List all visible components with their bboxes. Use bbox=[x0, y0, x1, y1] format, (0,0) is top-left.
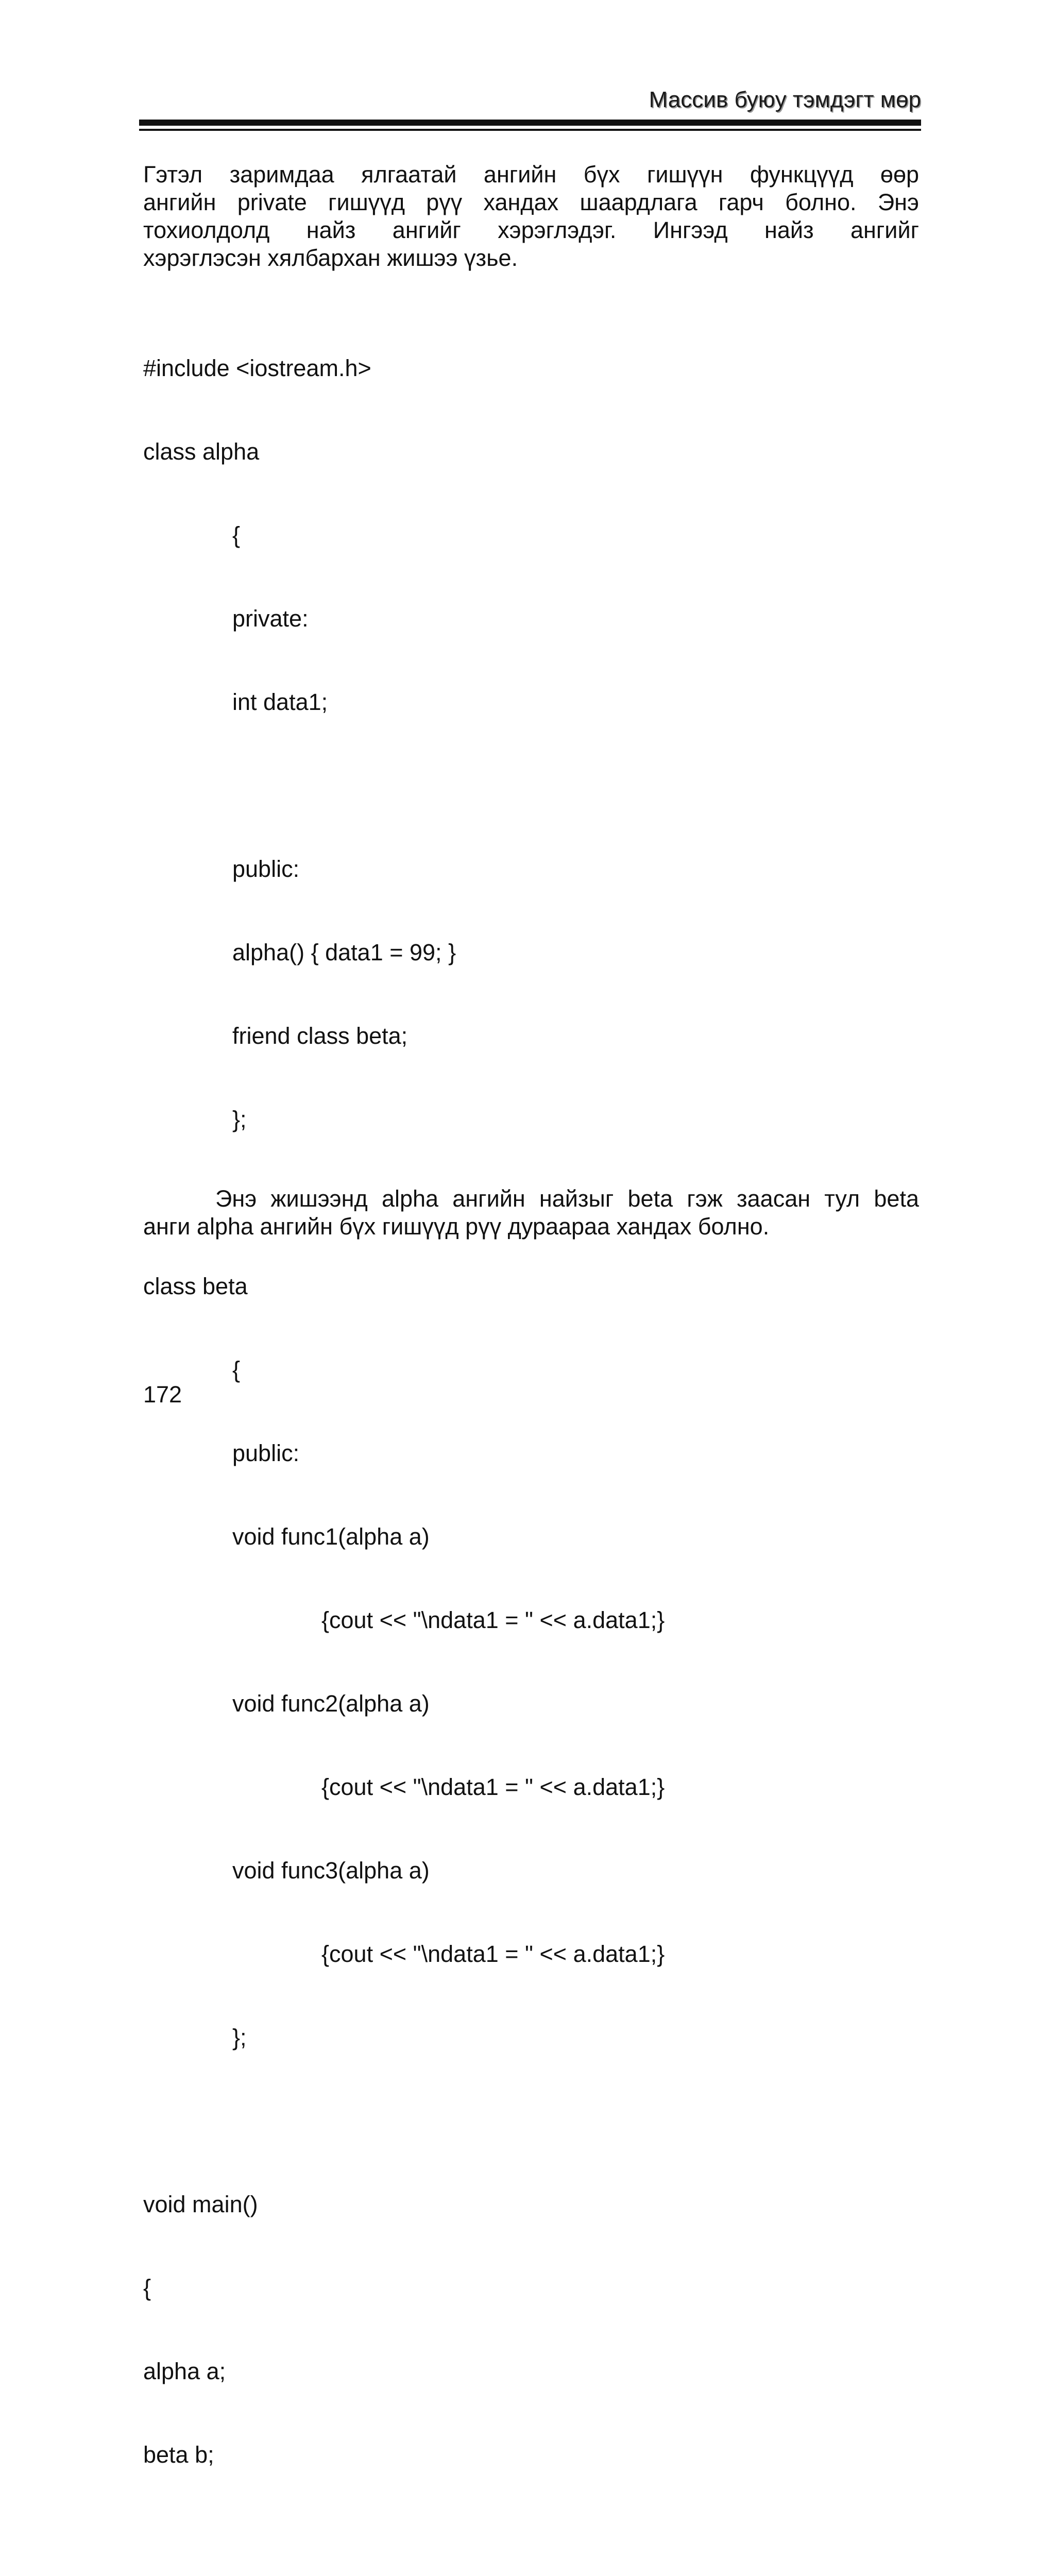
code-line: void main() bbox=[143, 2191, 258, 2217]
code-line bbox=[143, 2524, 665, 2552]
code-line: { bbox=[143, 2275, 151, 2301]
code-line: {cout << "\ndata1 = " << a.data1;} bbox=[321, 1941, 665, 1967]
code-line: friend class beta; bbox=[232, 1023, 408, 1049]
code-line: #include <iostream.h> bbox=[143, 355, 371, 381]
code-line: void func1(alpha a) bbox=[232, 1523, 430, 1550]
outro-paragraph bbox=[143, 1185, 919, 1241]
page-number: 172 bbox=[143, 1381, 182, 1408]
code-line: { bbox=[232, 1357, 241, 1383]
code-line: {cout << "\ndata1 = " << a.data1;} bbox=[321, 1774, 665, 1800]
code-line: alpha() { data1 = 99; } bbox=[232, 939, 456, 965]
code-line: void func2(alpha a) bbox=[232, 1690, 430, 1717]
code-line: class beta bbox=[143, 1273, 248, 1299]
code-line: alpha a; bbox=[143, 2358, 226, 2384]
intro-paragraph bbox=[143, 161, 919, 272]
intro-line: хэрэглэсэн хялбархан жишээ үзье. bbox=[143, 245, 518, 271]
header-rule-thick bbox=[139, 120, 921, 126]
code-line: { bbox=[232, 522, 241, 548]
code-line: class alpha bbox=[143, 438, 260, 465]
intro-line: Гэтэл заримдаа ялгаатай ангийн бүх гишүүн функцүүд өөр bbox=[143, 161, 919, 188]
code-block bbox=[143, 299, 665, 2576]
code-line: }; bbox=[232, 2024, 247, 2050]
code-line bbox=[143, 2107, 665, 2135]
page-header-title: Массив буюу тэмдэгт мөр bbox=[649, 87, 921, 112]
intro-line: тохиолдолд найз ангийг хэрэглэдэг. Ингээд найз ангийг bbox=[143, 217, 919, 243]
code-line: beta b; bbox=[143, 2442, 214, 2468]
code-line: void func3(alpha a) bbox=[232, 1857, 430, 1884]
code-line bbox=[143, 772, 665, 800]
code-line: {cout << "\ndata1 = " << a.data1;} bbox=[321, 1607, 665, 1633]
intro-line: ангийн private гишүүд рүү хандах шаардлага гарч болно. Энэ bbox=[143, 189, 919, 215]
code-line: int data1; bbox=[232, 689, 328, 715]
code-line: }; bbox=[232, 1106, 247, 1132]
code-line: private: bbox=[232, 605, 309, 632]
header-rule-thin bbox=[139, 129, 921, 131]
code-line: public: bbox=[232, 856, 300, 882]
code-line: public: bbox=[232, 1440, 300, 1466]
outro-line: анги alpha ангийн бүх гишүүд рүү дураараа хандах болно. bbox=[143, 1213, 770, 1240]
outro-line: Энэ жишээнд alpha ангийн найзыг beta гэж заасан тул beta bbox=[215, 1185, 919, 1212]
